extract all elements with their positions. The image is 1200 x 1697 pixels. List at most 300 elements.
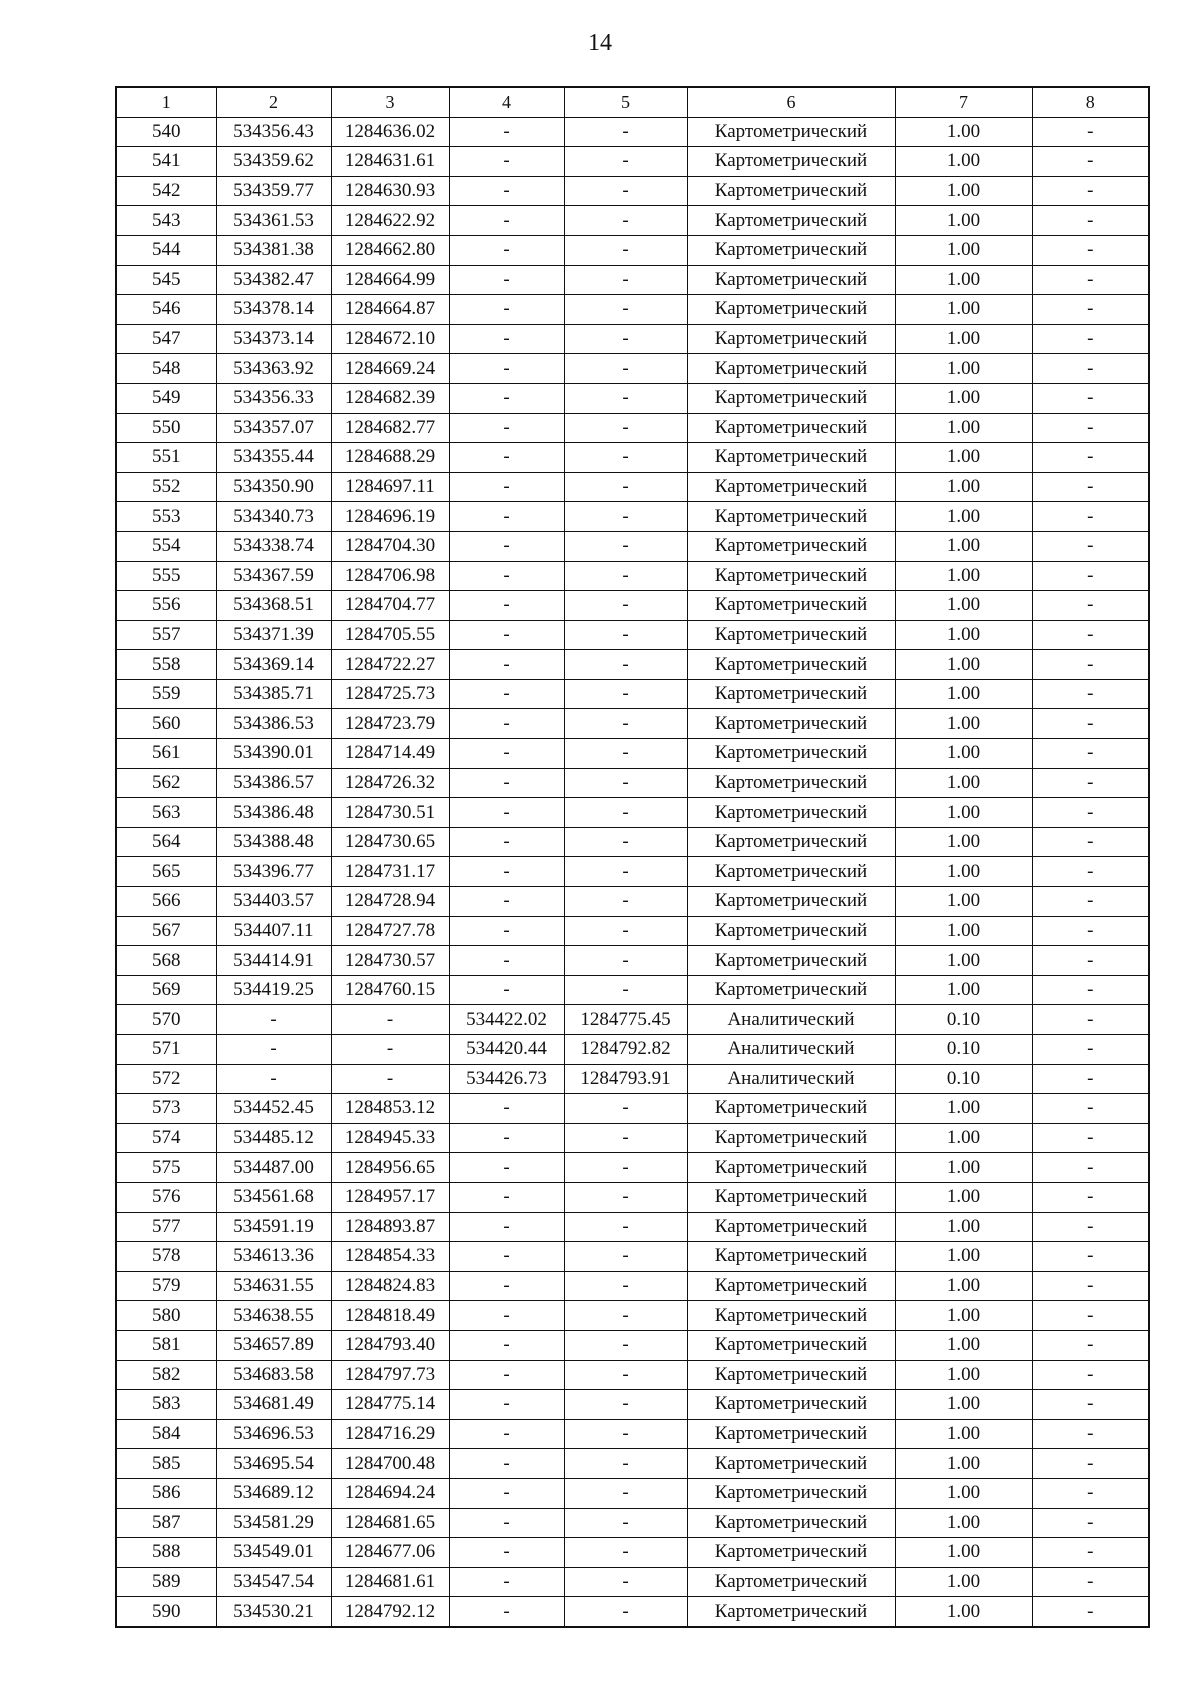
table-cell: 534357.07 xyxy=(216,413,331,443)
table-cell: - xyxy=(1032,206,1149,236)
table-cell: 1.00 xyxy=(895,1123,1032,1153)
table-cell: 1.00 xyxy=(895,1242,1032,1272)
table-row xyxy=(116,1419,1149,1449)
table-row xyxy=(116,1123,1149,1153)
table-cell: 1284723.79 xyxy=(331,709,449,739)
table-cell: - xyxy=(1032,383,1149,413)
table-cell: - xyxy=(564,1182,687,1212)
table-cell: 1.00 xyxy=(895,975,1032,1005)
table-cell: 534689.12 xyxy=(216,1478,331,1508)
table-cell: 534382.47 xyxy=(216,265,331,295)
table-cell: - xyxy=(449,827,564,857)
table-cell: Картометрический xyxy=(687,176,895,206)
table-cell: 1.00 xyxy=(895,1301,1032,1331)
table-cell: - xyxy=(564,1567,687,1597)
table-cell: - xyxy=(1032,1242,1149,1272)
column-header: 8 xyxy=(1032,87,1149,117)
table-cell: 1.00 xyxy=(895,265,1032,295)
table-row xyxy=(116,443,1149,473)
table-row xyxy=(116,324,1149,354)
table-cell: Картометрический xyxy=(687,768,895,798)
column-header: 1 xyxy=(116,87,216,117)
table-cell: 559 xyxy=(116,679,216,709)
table-cell: Картометрический xyxy=(687,443,895,473)
table-cell: 0.10 xyxy=(895,1064,1032,1094)
table-cell: 1.00 xyxy=(895,206,1032,236)
table-cell: - xyxy=(216,1005,331,1035)
table-cell: Картометрический xyxy=(687,1478,895,1508)
table-row xyxy=(116,798,1149,828)
table-row xyxy=(116,502,1149,532)
table-cell: 534355.44 xyxy=(216,443,331,473)
table-row xyxy=(116,117,1149,147)
table-cell: 560 xyxy=(116,709,216,739)
table-cell: - xyxy=(449,147,564,177)
table-cell: - xyxy=(564,265,687,295)
table-cell: - xyxy=(564,413,687,443)
table-cell: - xyxy=(449,946,564,976)
table-cell: 1284793.40 xyxy=(331,1330,449,1360)
table-cell: 1.00 xyxy=(895,1478,1032,1508)
table-cell: - xyxy=(449,1508,564,1538)
table-cell: - xyxy=(1032,176,1149,206)
table-cell: - xyxy=(449,1538,564,1568)
table-cell: 1.00 xyxy=(895,620,1032,650)
table-cell: 1284854.33 xyxy=(331,1242,449,1272)
table-cell: 1.00 xyxy=(895,324,1032,354)
column-header: 6 xyxy=(687,87,895,117)
table-cell: Картометрический xyxy=(687,916,895,946)
table-cell: 1284792.12 xyxy=(331,1597,449,1627)
table-row xyxy=(116,1597,1149,1627)
table-cell: 544 xyxy=(116,235,216,265)
table-cell: 1284631.61 xyxy=(331,147,449,177)
table-cell: 571 xyxy=(116,1035,216,1065)
table-cell: 574 xyxy=(116,1123,216,1153)
table-cell: - xyxy=(1032,1301,1149,1331)
table-cell: Картометрический xyxy=(687,265,895,295)
table-cell: 1284672.10 xyxy=(331,324,449,354)
table-cell: Картометрический xyxy=(687,1301,895,1331)
table-cell: - xyxy=(564,1478,687,1508)
table-cell: 1.00 xyxy=(895,768,1032,798)
table-cell: - xyxy=(1032,916,1149,946)
table-cell: 534695.54 xyxy=(216,1449,331,1479)
table-cell: - xyxy=(564,620,687,650)
table-cell: - xyxy=(1032,443,1149,473)
table-cell: - xyxy=(449,383,564,413)
table-cell: 543 xyxy=(116,206,216,236)
table-cell: 1284662.80 xyxy=(331,235,449,265)
table-cell: - xyxy=(449,472,564,502)
table-cell: - xyxy=(1032,1212,1149,1242)
table-cell: 1284664.99 xyxy=(331,265,449,295)
table-cell: Картометрический xyxy=(687,561,895,591)
table-cell: 534547.54 xyxy=(216,1567,331,1597)
column-header: 4 xyxy=(449,87,564,117)
table-cell: 534378.14 xyxy=(216,295,331,325)
table-row xyxy=(116,1094,1149,1124)
table-cell: - xyxy=(216,1064,331,1094)
table-cell: 534356.43 xyxy=(216,117,331,147)
table-cell: - xyxy=(564,1094,687,1124)
table-cell: 1284705.55 xyxy=(331,620,449,650)
table-cell: - xyxy=(1032,1360,1149,1390)
table-cell: 534386.53 xyxy=(216,709,331,739)
table-cell: 534386.48 xyxy=(216,798,331,828)
table-cell: 1.00 xyxy=(895,1330,1032,1360)
table-cell: 1.00 xyxy=(895,887,1032,917)
table-cell: 534683.58 xyxy=(216,1360,331,1390)
table-cell: - xyxy=(449,916,564,946)
table-cell: - xyxy=(449,739,564,769)
table-cell: 557 xyxy=(116,620,216,650)
table-cell: 551 xyxy=(116,443,216,473)
table-cell: - xyxy=(564,650,687,680)
table-cell: Картометрический xyxy=(687,798,895,828)
table-cell: 589 xyxy=(116,1567,216,1597)
table-cell: Картометрический xyxy=(687,709,895,739)
table-cell: 534681.49 xyxy=(216,1390,331,1420)
table-row xyxy=(116,916,1149,946)
table-cell: 585 xyxy=(116,1449,216,1479)
table-cell: - xyxy=(564,1153,687,1183)
table-cell: Картометрический xyxy=(687,1212,895,1242)
table-cell: 1.00 xyxy=(895,916,1032,946)
table-row xyxy=(116,887,1149,917)
table-cell: - xyxy=(1032,946,1149,976)
table-row xyxy=(116,591,1149,621)
table-cell: 1.00 xyxy=(895,1182,1032,1212)
table-cell: 534367.59 xyxy=(216,561,331,591)
table-row xyxy=(116,709,1149,739)
table-cell: 1284681.61 xyxy=(331,1567,449,1597)
table-cell: 1284730.65 xyxy=(331,827,449,857)
table-cell: 1284622.92 xyxy=(331,206,449,236)
table-cell: - xyxy=(449,176,564,206)
table-cell: - xyxy=(1032,1597,1149,1627)
table-cell: - xyxy=(564,1123,687,1153)
table-cell: 1284669.24 xyxy=(331,354,449,384)
table-cell: 1.00 xyxy=(895,147,1032,177)
table-cell: Картометрический xyxy=(687,117,895,147)
table-cell: - xyxy=(1032,1478,1149,1508)
table-cell: 1284704.30 xyxy=(331,531,449,561)
table-cell: - xyxy=(564,354,687,384)
table-cell: Картометрический xyxy=(687,650,895,680)
table-cell: 1.00 xyxy=(895,1153,1032,1183)
table-cell: - xyxy=(564,827,687,857)
table-cell: - xyxy=(449,1212,564,1242)
table-cell: 1.00 xyxy=(895,1390,1032,1420)
table-cell: - xyxy=(1032,265,1149,295)
table-cell: Картометрический xyxy=(687,620,895,650)
table-row xyxy=(116,1449,1149,1479)
table-cell: Картометрический xyxy=(687,1123,895,1153)
table-row xyxy=(116,531,1149,561)
table-cell: - xyxy=(564,591,687,621)
table-cell: 1284636.02 xyxy=(331,117,449,147)
table-cell: 545 xyxy=(116,265,216,295)
table-cell: - xyxy=(449,1597,564,1627)
table-cell: - xyxy=(564,1301,687,1331)
table-cell: 554 xyxy=(116,531,216,561)
table-cell: 549 xyxy=(116,383,216,413)
table-cell: 534657.89 xyxy=(216,1330,331,1360)
table-cell: - xyxy=(564,531,687,561)
table-row xyxy=(116,975,1149,1005)
table-cell: 581 xyxy=(116,1330,216,1360)
table-cell: 1284775.45 xyxy=(564,1005,687,1035)
table-cell: 550 xyxy=(116,413,216,443)
table-cell: 534487.00 xyxy=(216,1153,331,1183)
table-cell: 534363.92 xyxy=(216,354,331,384)
table-row xyxy=(116,147,1149,177)
table-cell: - xyxy=(449,354,564,384)
table-cell: 534420.44 xyxy=(449,1035,564,1065)
table-cell: 1284818.49 xyxy=(331,1301,449,1331)
table-row xyxy=(116,1064,1149,1094)
table-cell: - xyxy=(564,975,687,1005)
table-cell: - xyxy=(1032,1271,1149,1301)
table-cell: 1.00 xyxy=(895,1271,1032,1301)
table-cell: 570 xyxy=(116,1005,216,1035)
table-cell: 576 xyxy=(116,1182,216,1212)
table-cell: 553 xyxy=(116,502,216,532)
table-cell: Аналитический xyxy=(687,1005,895,1035)
table-row xyxy=(116,1242,1149,1272)
table-cell: 1.00 xyxy=(895,1360,1032,1390)
table-cell: 1284824.83 xyxy=(331,1271,449,1301)
table-cell: - xyxy=(1032,117,1149,147)
table-row xyxy=(116,739,1149,769)
table-cell: 588 xyxy=(116,1538,216,1568)
table-cell: 534361.53 xyxy=(216,206,331,236)
table-cell: 534369.14 xyxy=(216,650,331,680)
table-cell: Картометрический xyxy=(687,324,895,354)
table-cell: - xyxy=(564,916,687,946)
table-row xyxy=(116,1005,1149,1035)
table-row xyxy=(116,235,1149,265)
table-cell: - xyxy=(1032,620,1149,650)
table-cell: - xyxy=(449,1123,564,1153)
table-row xyxy=(116,1478,1149,1508)
table-cell: 564 xyxy=(116,827,216,857)
table-cell: Аналитический xyxy=(687,1035,895,1065)
table-row xyxy=(116,206,1149,236)
table-cell: - xyxy=(564,561,687,591)
table-cell: Картометрический xyxy=(687,413,895,443)
table-cell: - xyxy=(449,1153,564,1183)
table-cell: 1284664.87 xyxy=(331,295,449,325)
page-number: 14 xyxy=(588,30,612,56)
table-cell: - xyxy=(1032,1005,1149,1035)
table-cell: 1284956.65 xyxy=(331,1153,449,1183)
table-cell: 1.00 xyxy=(895,798,1032,828)
table-cell: 1284727.78 xyxy=(331,916,449,946)
table-cell: 552 xyxy=(116,472,216,502)
table-cell: - xyxy=(1032,502,1149,532)
table-cell: 1284704.77 xyxy=(331,591,449,621)
table-cell: - xyxy=(564,1449,687,1479)
table-cell: 579 xyxy=(116,1271,216,1301)
table-cell: Картометрический xyxy=(687,1538,895,1568)
table-body xyxy=(116,117,1149,1627)
table-cell: 1.00 xyxy=(895,709,1032,739)
table-row xyxy=(116,620,1149,650)
table-cell: 1.00 xyxy=(895,176,1032,206)
table-cell: 534561.68 xyxy=(216,1182,331,1212)
table-cell: 583 xyxy=(116,1390,216,1420)
table-row xyxy=(116,265,1149,295)
table-cell: - xyxy=(1032,887,1149,917)
table-cell: 1.00 xyxy=(895,354,1032,384)
table-cell: - xyxy=(564,206,687,236)
table-cell: - xyxy=(449,502,564,532)
table-cell: - xyxy=(1032,413,1149,443)
table-cell: - xyxy=(1032,857,1149,887)
table-cell: 1284725.73 xyxy=(331,679,449,709)
table-cell: - xyxy=(564,147,687,177)
table-cell: Картометрический xyxy=(687,1508,895,1538)
table-cell: - xyxy=(331,1005,449,1035)
column-header: 3 xyxy=(331,87,449,117)
table-cell: 534371.39 xyxy=(216,620,331,650)
table-cell: - xyxy=(564,857,687,887)
table-cell: 1.00 xyxy=(895,591,1032,621)
table-row xyxy=(116,1538,1149,1568)
coordinates-table xyxy=(115,86,1150,1628)
table-cell: - xyxy=(449,235,564,265)
table-cell: - xyxy=(449,975,564,1005)
table-cell: 1284893.87 xyxy=(331,1212,449,1242)
table-cell: Аналитический xyxy=(687,1064,895,1094)
table-cell: - xyxy=(1032,147,1149,177)
table-cell: 534414.91 xyxy=(216,946,331,976)
table-cell: 534356.33 xyxy=(216,383,331,413)
table-cell: 587 xyxy=(116,1508,216,1538)
table-cell: 1.00 xyxy=(895,679,1032,709)
table-cell: - xyxy=(564,1419,687,1449)
table-cell: 534390.01 xyxy=(216,739,331,769)
table-cell: 573 xyxy=(116,1094,216,1124)
table-cell: 534386.57 xyxy=(216,768,331,798)
table-cell: 534549.01 xyxy=(216,1538,331,1568)
table-cell: - xyxy=(1032,798,1149,828)
table-cell: Картометрический xyxy=(687,1271,895,1301)
table-cell: - xyxy=(564,679,687,709)
table-cell: 534373.14 xyxy=(216,324,331,354)
table-cell: Картометрический xyxy=(687,857,895,887)
table-cell: - xyxy=(564,1390,687,1420)
table-cell: - xyxy=(1032,975,1149,1005)
table-cell: 534485.12 xyxy=(216,1123,331,1153)
table-cell: 1284716.29 xyxy=(331,1419,449,1449)
table-cell: 534419.25 xyxy=(216,975,331,1005)
table-cell: - xyxy=(564,1271,687,1301)
table-cell: - xyxy=(449,1449,564,1479)
table-cell: - xyxy=(449,561,564,591)
table-row xyxy=(116,383,1149,413)
table-cell: 534613.36 xyxy=(216,1242,331,1272)
table-cell: 1284706.98 xyxy=(331,561,449,591)
table-cell: Картометрический xyxy=(687,827,895,857)
table-cell: - xyxy=(1032,591,1149,621)
table-cell: 1284682.77 xyxy=(331,413,449,443)
table-cell: Картометрический xyxy=(687,1182,895,1212)
table-cell: 582 xyxy=(116,1360,216,1390)
table-cell: 1284722.27 xyxy=(331,650,449,680)
table-cell: 0.10 xyxy=(895,1035,1032,1065)
table-cell: - xyxy=(331,1035,449,1065)
table-cell: Картометрический xyxy=(687,1242,895,1272)
table-cell: Картометрический xyxy=(687,1449,895,1479)
table-row xyxy=(116,1567,1149,1597)
table-row xyxy=(116,1212,1149,1242)
table-cell: 1.00 xyxy=(895,235,1032,265)
table-cell: 1284728.94 xyxy=(331,887,449,917)
table-cell: - xyxy=(564,768,687,798)
table-cell: 534368.51 xyxy=(216,591,331,621)
table-cell: Картометрический xyxy=(687,531,895,561)
table-row xyxy=(116,1271,1149,1301)
table-cell: 584 xyxy=(116,1419,216,1449)
table-cell: - xyxy=(449,1271,564,1301)
table-cell: - xyxy=(1032,472,1149,502)
table-row xyxy=(116,1035,1149,1065)
table-cell: Картометрический xyxy=(687,1330,895,1360)
table-cell: - xyxy=(449,265,564,295)
table-row xyxy=(116,1508,1149,1538)
table-cell: 577 xyxy=(116,1212,216,1242)
table-row xyxy=(116,472,1149,502)
table-cell: - xyxy=(564,117,687,147)
table-cell: - xyxy=(449,206,564,236)
table-cell: 1284696.19 xyxy=(331,502,449,532)
table-cell: 1284731.17 xyxy=(331,857,449,887)
table-cell: 1.00 xyxy=(895,857,1032,887)
table-cell: - xyxy=(331,1064,449,1094)
table-cell: - xyxy=(449,1094,564,1124)
table-row xyxy=(116,1301,1149,1331)
table-cell: - xyxy=(449,1390,564,1420)
table-row xyxy=(116,1360,1149,1390)
table-cell: 1284688.29 xyxy=(331,443,449,473)
table-cell: Картометрический xyxy=(687,1094,895,1124)
table-cell: - xyxy=(449,857,564,887)
table-cell: 1284853.12 xyxy=(331,1094,449,1124)
table-cell: 1284730.51 xyxy=(331,798,449,828)
table-cell: - xyxy=(564,946,687,976)
table-cell: 1284957.17 xyxy=(331,1182,449,1212)
table-cell: - xyxy=(1032,1419,1149,1449)
table-cell: 586 xyxy=(116,1478,216,1508)
table-cell: 1.00 xyxy=(895,1597,1032,1627)
table-cell: 534381.38 xyxy=(216,235,331,265)
table-cell: Картометрический xyxy=(687,1390,895,1420)
table-cell: 534338.74 xyxy=(216,531,331,561)
table-row xyxy=(116,561,1149,591)
column-header: 7 xyxy=(895,87,1032,117)
table-cell: 1.00 xyxy=(895,383,1032,413)
table-cell: - xyxy=(564,1597,687,1627)
table-cell: - xyxy=(1032,1390,1149,1420)
table-cell: 534340.73 xyxy=(216,502,331,532)
table-cell: - xyxy=(449,324,564,354)
table-row xyxy=(116,354,1149,384)
table-cell: 567 xyxy=(116,916,216,946)
table-cell: - xyxy=(449,1182,564,1212)
